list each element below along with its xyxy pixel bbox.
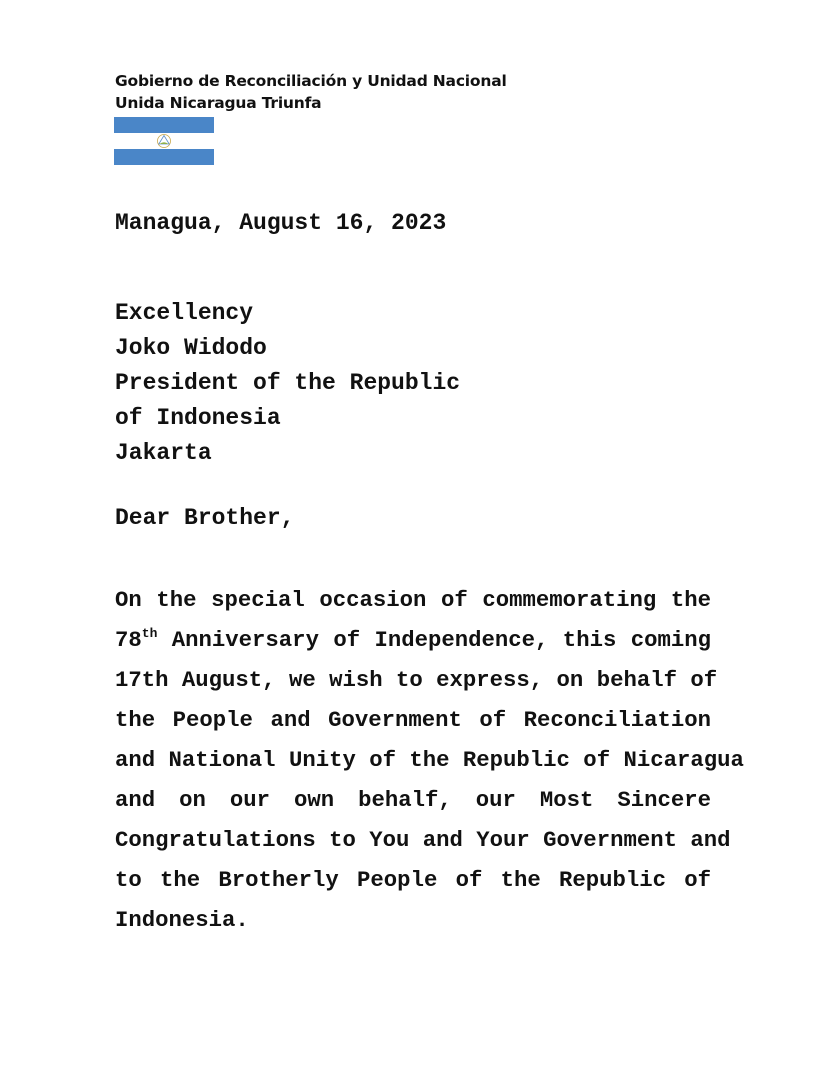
body-line: On the special occasion of commemorating the <box>115 587 711 613</box>
body-line-text: Anniversary of Independence, this coming <box>157 627 711 653</box>
body-line: 17th August, we wish to express, on behalf of <box>115 667 718 693</box>
addressee-block <box>115 296 460 471</box>
body-line: to the Brotherly People of the Republic of <box>115 867 711 893</box>
body-line: and National Unity of the Republic of Nicaragua <box>115 747 744 773</box>
addressee-line: President of the Republic <box>115 370 461 396</box>
body-line: Congratulations to You and Your Government and <box>115 827 731 853</box>
addressee-line: Joko Widodo <box>115 335 267 361</box>
addressee-line: of Indonesia <box>115 405 281 431</box>
body-line: Indonesia. <box>115 907 249 933</box>
body-line: the People and Government of Reconciliation <box>115 707 711 733</box>
anniversary-number: 78 <box>115 627 142 653</box>
body-line <box>115 620 711 660</box>
letter-date: Managua, August 16, 2023 <box>115 210 447 236</box>
addressee-line: Jakarta <box>115 440 212 466</box>
letterhead-slogan: Unida Nicaragua Triunfa <box>115 94 322 112</box>
letter-body <box>115 580 744 940</box>
body-line: and on our own behalf, our Most Sincere <box>115 787 711 813</box>
nicaragua-flag-icon <box>114 117 214 165</box>
letterhead-government-name: Gobierno de Reconciliación y Unidad Nacional <box>115 72 507 90</box>
letterhead <box>115 70 507 114</box>
addressee-line: Excellency <box>115 300 254 326</box>
ordinal-suffix: th <box>141 626 158 641</box>
salutation: Dear Brother, <box>115 505 295 531</box>
